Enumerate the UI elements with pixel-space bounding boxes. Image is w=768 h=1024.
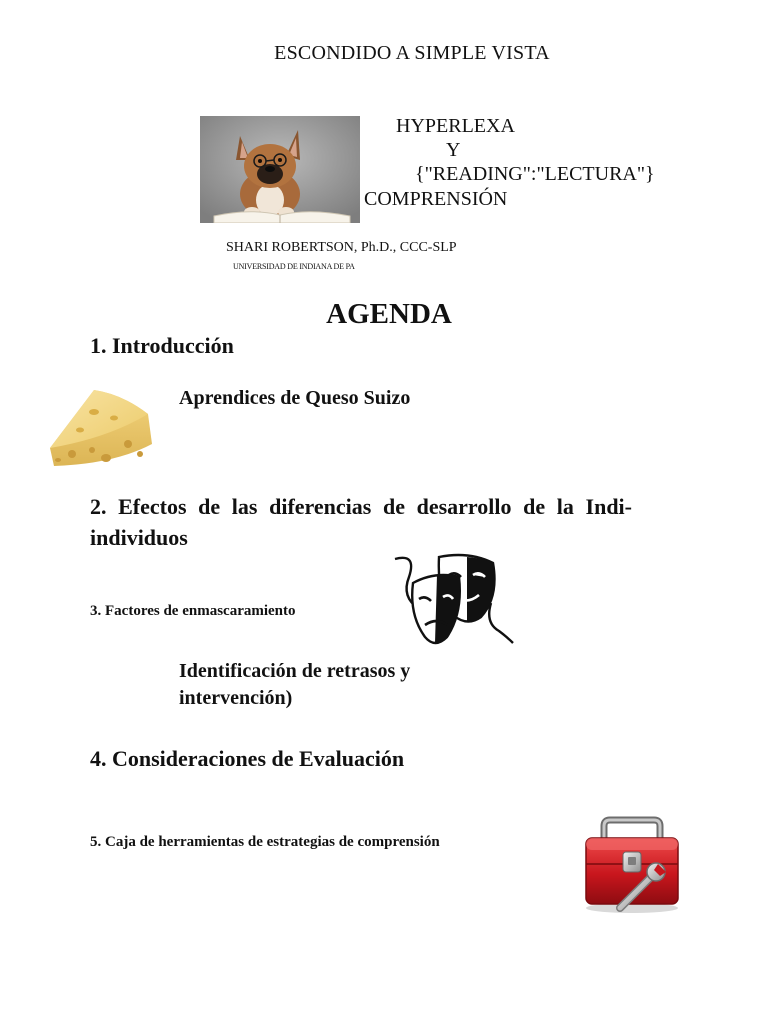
- theater-masks-icon: [387, 553, 515, 649]
- agenda-item-5: 5. Caja de herramientas de estrategias de comprensión: [90, 834, 440, 850]
- title-line-4: COMPRENSIÓN: [364, 188, 508, 210]
- agenda-item-3: 3. Factores de enmascaramiento: [90, 603, 296, 619]
- agenda-item-1: 1. Introducción: [90, 333, 234, 358]
- agenda-item-3-sub: Identificación de retrasos y intervención): [179, 660, 411, 709]
- author-name: SHARI ROBERTSON, Ph.D., CCC-SLP: [226, 240, 457, 255]
- document-title: ESCONDIDO A SIMPLE VISTA: [274, 42, 550, 64]
- agenda-item-4: 4. Consideraciones de Evaluación: [90, 746, 405, 771]
- title-line-1: HYPERLEXA: [396, 115, 515, 137]
- dog-reading-photo: [200, 116, 360, 223]
- dog-reading-book-image: [200, 116, 360, 223]
- agenda-item-1-sub: Aprendices de Queso Suizo: [179, 387, 411, 409]
- agenda-heading: AGENDA: [326, 298, 452, 330]
- swiss-cheese-icon: [44, 384, 156, 470]
- author-university: UNIVERSIDAD DE INDIANA DE PA: [233, 262, 355, 271]
- title-line-3: {"READING":"LECTURA"}: [415, 163, 655, 185]
- toolbox-icon: [582, 816, 682, 916]
- agenda-item-2: 2. Efectos de las diferencias de desarrollo de la Indi- individuos: [90, 494, 632, 550]
- title-line-2: Y: [446, 139, 461, 161]
